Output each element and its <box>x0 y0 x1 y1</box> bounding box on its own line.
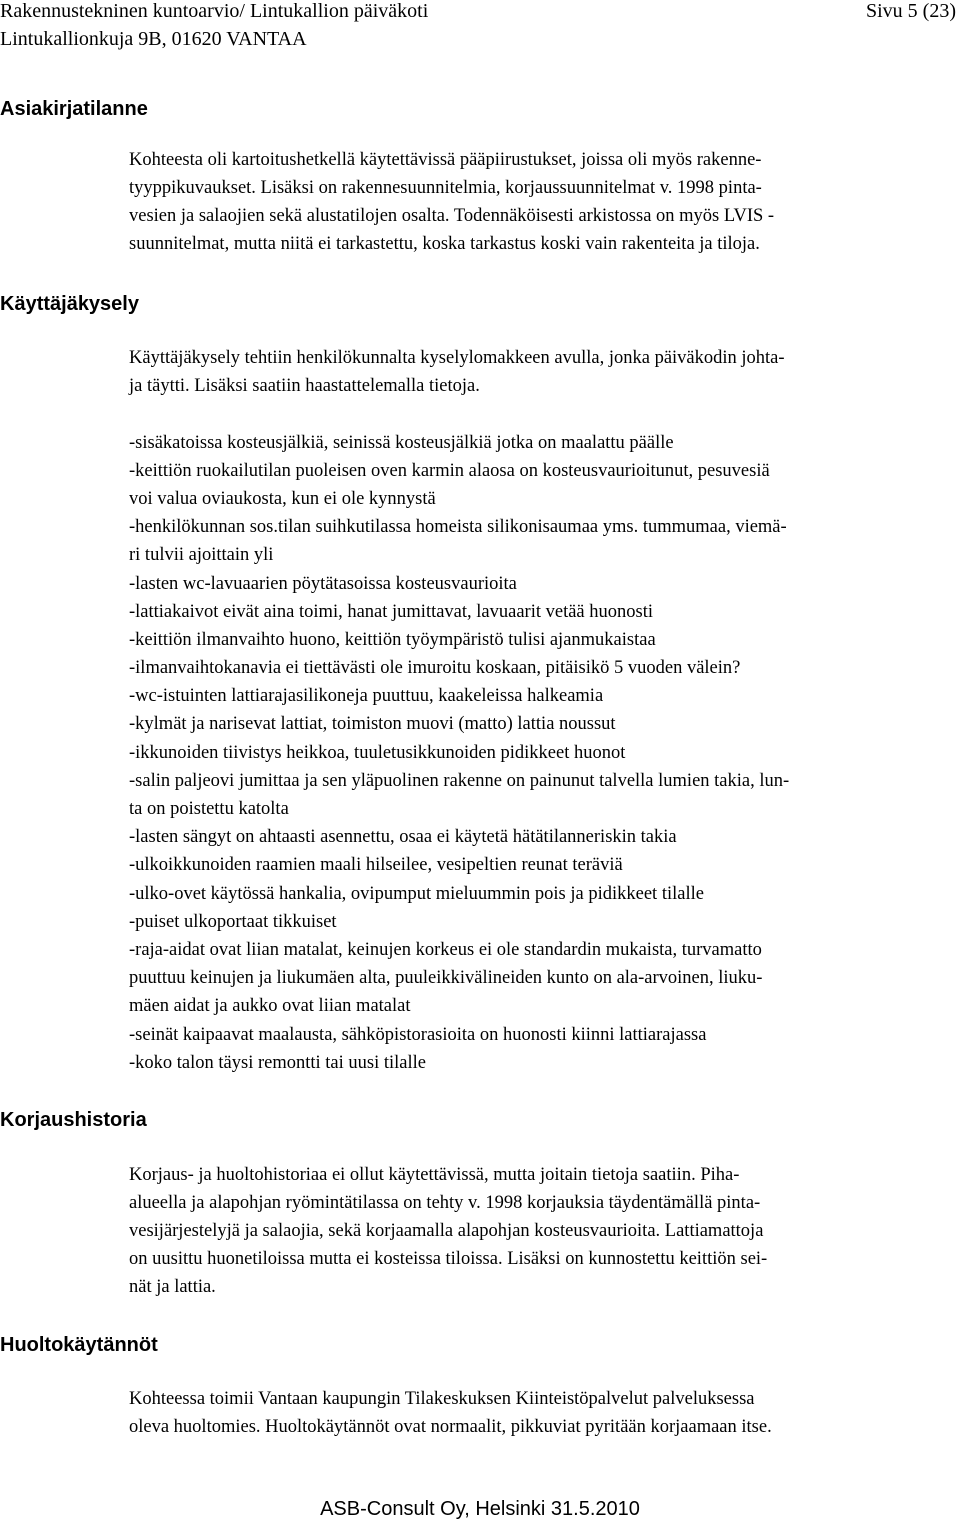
list-item: -ikkunoiden tiivistys heikkoa, tuuletusikkunoiden pidikkeet huonot <box>129 743 626 763</box>
paragraph-line: tyyppikuvaukset. Lisäksi on rakennesuunnitelmia, korjaussuunnitelmat v. 1998 pinta- <box>129 178 762 198</box>
list-item: -lasten sängyt on ahtaasti asennettu, osaa ei käytetä hätätilanneriskin takia <box>129 827 677 847</box>
list-item: ta on poistettu katolta <box>129 799 289 819</box>
document-address: Lintukallionkuja 9B, 01620 VANTAA <box>0 28 307 50</box>
list-item: mäen aidat ja aukko ovat liian matalat <box>129 996 411 1016</box>
heading-huoltokaytannot: Huoltokäytännöt <box>0 1334 158 1356</box>
heading-kayttajakysely: Käyttäjäkysely <box>0 293 139 315</box>
list-item: -koko talon täysi remontti tai uusi tilalle <box>129 1053 426 1073</box>
document-title: Rakennustekninen kuntoarvio/ Lintukallion päiväkoti <box>0 0 429 22</box>
list-item: puuttuu keinujen ja liukumäen alta, puuleikkivälineiden kunto on ala-arvoinen, liuku- <box>129 968 763 988</box>
paragraph-line: oleva huoltomies. Huoltokäytännöt ovat normaalit, pikkuviat pyritään korjaamaan itse. <box>129 1417 772 1437</box>
heading-korjaushistoria: Korjaushistoria <box>0 1109 147 1131</box>
list-item: -ulko-ovet käytössä hankalia, ovipumput mieluummin pois ja pidikkeet tilalle <box>129 884 704 904</box>
list-item: -salin paljeovi jumittaa ja sen yläpuolinen rakenne on painunut talvella lumien takia, lun- <box>129 771 790 791</box>
list-item: -puiset ulkoportaat tikkuiset <box>129 912 337 932</box>
page-number: Sivu 5 (23) <box>866 0 956 22</box>
list-item: -ulkoikkunoiden raamien maali hilseilee, vesipeltien reunat teräviä <box>129 855 623 875</box>
paragraph-line: nät ja lattia. <box>129 1277 216 1297</box>
paragraph-line: suunnitelmat, mutta niitä ei tarkastettu, koska tarkastus koski vain rakenteita ja tiloja. <box>129 234 760 254</box>
paragraph-line: vesien ja salaojien sekä alustatilojen osalta. Todennäköisesti arkistossa on myös LVIS - <box>129 206 775 226</box>
list-item: -raja-aidat ovat liian matalat, keinujen korkeus ei ole standardin mukaista, turvamatto <box>129 940 762 960</box>
list-item: -keittiön ilmanvaihto huono, keittiön työympäristö tulisi ajanmukaistaa <box>129 630 656 650</box>
heading-asiakirjatilanne: Asiakirjatilanne <box>0 98 148 120</box>
footer-text: ASB-Consult Oy, Helsinki 31.5.2010 <box>320 1498 640 1520</box>
list-item: -ilmanvaihtokanavia ei tiettävästi ole imuroitu koskaan, pitäisikö 5 vuoden välein? <box>129 658 741 678</box>
list-item: -kylmät ja narisevat lattiat, toimiston muovi (matto) lattia noussut <box>129 714 616 734</box>
paragraph-line: alueella ja alapohjan ryömintätilassa on tehty v. 1998 korjauksia täydentämällä pinta- <box>129 1193 761 1213</box>
list-item: -lattiakaivot eivät aina toimi, hanat jumittavat, lavuaarit vetää huonosti <box>129 602 653 622</box>
paragraph-line: Korjaus- ja huoltohistoriaa ei ollut käytettävissä, mutta joitain tietoja saatiin. Piha- <box>129 1165 740 1185</box>
list-item: -wc-istuinten lattiarajasilikoneja puuttuu, kaakeleissa halkeamia <box>129 686 604 706</box>
list-item: -sisäkatoissa kosteusjälkiä, seinissä kosteusjälkiä jotka on maalattu päälle <box>129 433 674 453</box>
list-item: -seinät kaipaavat maalausta, sähköpistorasioita on huonosti kiinni lattiarajassa <box>129 1025 707 1045</box>
list-item: ri tulvii ajoittain yli <box>129 545 274 565</box>
paragraph-line: vesijärjestelyjä ja salaojia, sekä korjaamalla alapohjan kosteusvaurioita. Lattiamattoja <box>129 1221 764 1241</box>
list-item: -henkilökunnan sos.tilan suihkutilassa homeista silikonisaumaa yms. tummumaa, viemä- <box>129 517 787 537</box>
paragraph-line: Kohteesta oli kartoitushetkellä käytettävissä pääpiirustukset, joissa oli myös rakenne- <box>129 150 762 170</box>
list-item: -keittiön ruokailutilan puoleisen oven karmin alaosa on kosteusvaurioitunut, pesuvesiä <box>129 461 770 481</box>
paragraph-line: on uusittu huonetiloissa mutta ei kosteissa tiloissa. Lisäksi on kunnostettu keittiön sei- <box>129 1249 768 1269</box>
list-item: -lasten wc-lavuaarien pöytätasoissa kosteusvaurioita <box>129 574 517 594</box>
list-item: voi valua oviaukosta, kun ei ole kynnystä <box>129 489 436 509</box>
paragraph-line: Käyttäjäkysely tehtiin henkilökunnalta kyselylomakkeen avulla, jonka päiväkodin johta- <box>129 348 785 368</box>
paragraph-line: ja täytti. Lisäksi saatiin haastattelemalla tietoja. <box>129 376 480 396</box>
paragraph-line: Kohteessa toimii Vantaan kaupungin Tilakeskuksen Kiinteistöpalvelut palveluksessa <box>129 1389 755 1409</box>
